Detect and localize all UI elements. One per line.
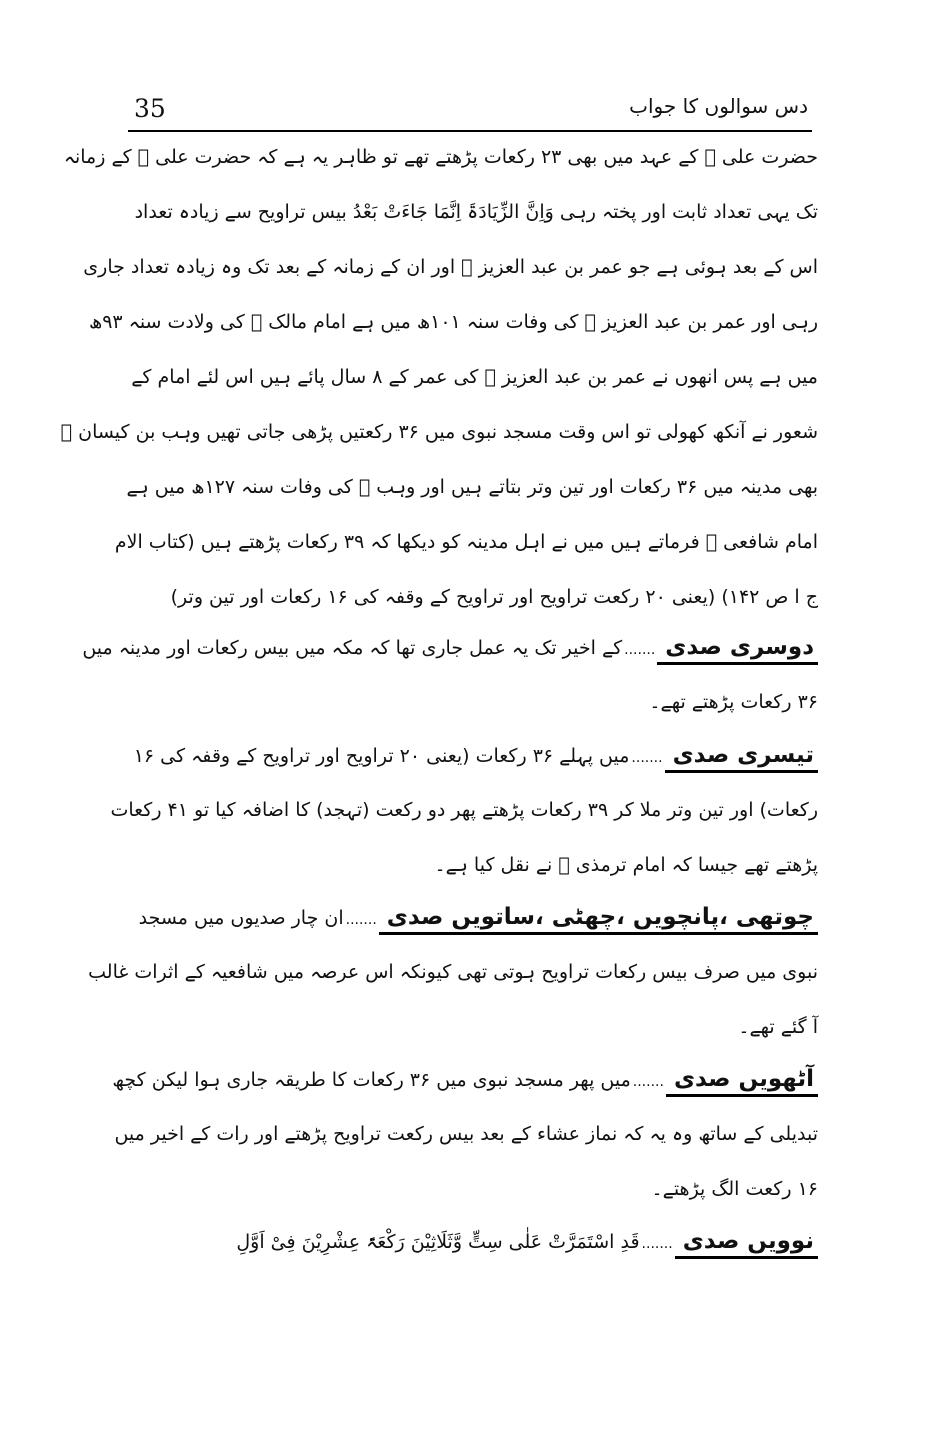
paragraph-line: رہی اور عمر بن عبد العزیز ﷬ کی وفات سنہ ۱۰۱ھ میں ہے امام مالک ﷬ کی ولادت سنہ ۹۳ھ xyxy=(88,311,818,333)
section-line: آ گئے تھے۔ xyxy=(738,1016,818,1038)
paragraph-line: بھی مدینہ میں ۳۶ رکعات اور تین وتر بتاتے ہیں اور وہب ﷬ کی وفات سنہ ۱۲۷ھ میں ہے xyxy=(126,476,818,498)
section-third-century xyxy=(133,742,818,773)
section-intro: میں پہلے ۳۶ رکعات (یعنی ۲۰ تراویح اور تراویح کے وقفہ کی ۱۶ xyxy=(133,745,630,767)
section-heading: تیسری صدی xyxy=(665,742,818,773)
section-line: نبوی میں صرف بیس رکعات تراویح ہوتی تھی کیونکہ اس عرصہ میں شافعیہ کے اثرات غالب xyxy=(88,961,818,983)
leader-dots: ....... xyxy=(632,1074,664,1090)
section-intro: قَدِ اسْتَمَرَّتْ عَلٰی سِتٍّ وَّثَلَاثِیْنَ رَکْعَۃً عِشْرِیْنَ فِیْ اَوَّلِ xyxy=(236,1231,640,1253)
section-second-century xyxy=(82,634,818,665)
section-intro: میں پھر مسجد نبوی میں ۳۶ رکعات کا طریقہ جاری ہوا لیکن کچھ xyxy=(112,1069,631,1091)
section-fourth-to-seventh-century xyxy=(138,904,818,935)
paragraph-line: شعور نے آنکھ کھولی تو اس وقت مسجد نبوی میں ۳۶ رکعتیں پڑھی جاتی تھیں وہب بن کیسان ﷬ xyxy=(60,421,818,443)
page-number: 35 xyxy=(134,94,166,123)
paragraph-line: ج ا ص ۱۴۲) (یعنی ۲۰ رکعت تراویح اور تراویح کے وقفہ کی ۱۶ رکعات اور تین وتر) xyxy=(170,586,818,608)
section-eighth-century xyxy=(112,1066,818,1097)
section-heading: نوویں صدی xyxy=(675,1228,818,1259)
section-intro: ان چار صدیوں میں مسجد xyxy=(138,907,344,929)
section-heading: آٹھویں صدی xyxy=(666,1066,818,1097)
paragraph-line: حضرت علی ﷛ کے عہد میں بھی ۲۳ رکعات پڑھتے تھے تو ظاہر یہ ہے کہ حضرت علی ﷛ کے زمانہ xyxy=(63,146,818,168)
leader-dots: ....... xyxy=(631,750,663,766)
page-header xyxy=(128,88,812,132)
section-heading: چوتھی ،پانچویں ،چھٹی ،ساتویں صدی xyxy=(379,904,818,935)
paragraph-line: تک یہی تعداد ثابت اور پختہ رہی وَاِنَّ الزِّیَادَۃَ اِنَّمَا جَاءَتْ بَعْدُ بیس تراویح سے زیادہ تعداد xyxy=(134,201,818,223)
section-intro: کے اخیر تک یہ عمل جاری تھا کہ مکہ میں بیس رکعات اور مدینہ میں xyxy=(82,637,623,659)
section-heading: دوسری صدی xyxy=(657,634,818,665)
leader-dots: ....... xyxy=(641,1236,673,1252)
section-line: رکعات) اور تین وتر ملا کر ۳۹ رکعات پڑھتے پھر دو رکعت (تہجد) کا اضافہ کیا تو ۴۱ رکعات xyxy=(110,799,818,821)
paragraph-line: اس کے بعد ہوئی ہے جو عمر بن عبد العزیز ﷬ اور ان کے زمانہ کے بعد تک وہ زیادہ تعداد جاری xyxy=(83,256,818,278)
section-line: تبدیلی کے ساتھ وہ یہ کہ نماز عشاء کے بعد بیس رکعت تراویح پڑھتے اور رات کے اخیر میں xyxy=(114,1123,818,1145)
section-line: ۱۶ رکعت الگ پڑھتے۔ xyxy=(651,1178,818,1200)
leader-dots: ....... xyxy=(624,642,656,658)
section-ninth-century xyxy=(138,1228,818,1259)
paragraph-line: میں ہے پس انھوں نے عمر بن عبد العزیز ﷬ کی عمر کے ۸ سال پائے ہیں اس لئے امام کے xyxy=(131,366,818,388)
paragraph-line: امام شافعی ﷬ فرماتے ہیں میں نے اہل مدینہ کو دیکھا کہ ۳۹ رکعات پڑھتے ہیں (کتاب الام xyxy=(114,531,818,553)
section-line: ۳۶ رکعات پڑھتے تھے۔ xyxy=(649,691,818,713)
leader-dots: ....... xyxy=(345,912,377,928)
section-line: پڑھتے تھے جیسا کہ امام ترمذی ﷬ نے نقل کیا ہے۔ xyxy=(434,854,818,876)
running-title: دس سوالوں کا جواب xyxy=(629,94,808,118)
